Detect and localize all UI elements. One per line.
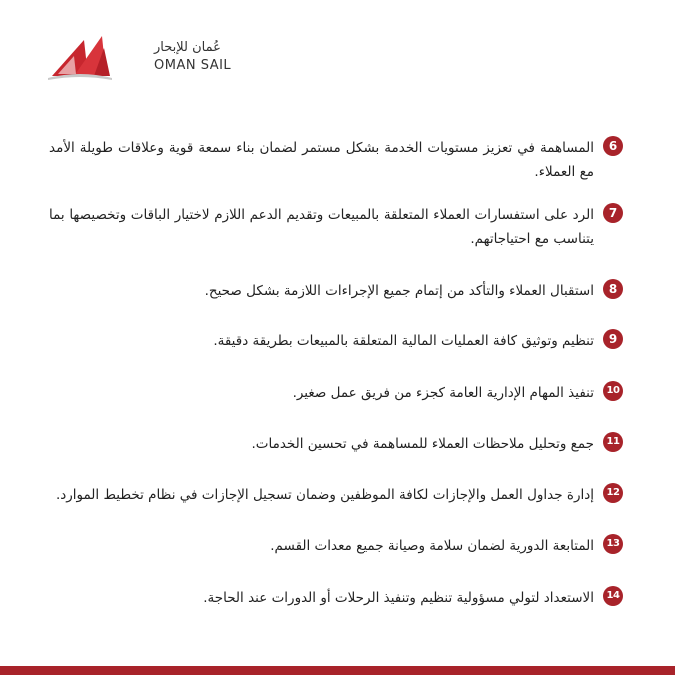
list-item bbox=[49, 586, 623, 610]
list-item bbox=[49, 203, 623, 251]
footer-accent-bar bbox=[0, 666, 675, 675]
item-number-badge: 8 bbox=[603, 279, 623, 299]
item-text: تنفيذ المهام الإدارية العامة كجزء من فريق عمل صغير. bbox=[292, 385, 594, 401]
list-item bbox=[49, 381, 623, 405]
item-number-badge: 9 bbox=[603, 329, 623, 349]
list-item bbox=[49, 534, 623, 558]
item-text: جمع وتحليل ملاحظات العملاء للمساهمة في تحسين الخدمات. bbox=[251, 436, 594, 452]
item-number-badge: 7 bbox=[603, 203, 623, 223]
item-text: تنظيم وتوثيق كافة العمليات المالية المتعلقة بالمبيعات بطريقة دقيقة. bbox=[213, 333, 594, 349]
item-number-badge: 11 bbox=[603, 432, 623, 452]
item-number-badge: 14 bbox=[603, 586, 623, 606]
list-item bbox=[49, 329, 623, 353]
item-text: الرد على استفسارات العملاء المتعلقة بالمبيعات وتقديم الدعم اللازم لاختيار الباقات وتخصيصها بما يتناسب مع احتياجاتهم. bbox=[49, 207, 594, 247]
list-item bbox=[49, 483, 623, 507]
item-text: إدارة جداول العمل والإجازات لكافة الموظفين وضمان تسجيل الإجازات في نظام تخطيط الموارد. bbox=[55, 487, 594, 503]
item-number-badge: 13 bbox=[603, 534, 623, 554]
item-number-badge: 6 bbox=[603, 136, 623, 156]
item-text: الاستعداد لتولي مسؤولية تنظيم وتنفيذ الرحلات أو الدورات عند الحاجة. bbox=[203, 590, 594, 606]
item-text: المتابعة الدورية لضمان سلامة وصيانة جميع معدات القسم. bbox=[270, 538, 594, 554]
list-item bbox=[49, 432, 623, 456]
item-text: استقبال العملاء والتأكد من إتمام جميع الإجراءات اللازمة بشكل صحيح. bbox=[204, 283, 594, 299]
list-item bbox=[49, 279, 623, 303]
item-number-badge: 10 bbox=[603, 381, 623, 401]
logo-arabic-name: عُمان للإبحار bbox=[154, 40, 221, 55]
item-text: المساهمة في تعزيز مستويات الخدمة بشكل مستمر لضمان بناء سمعة قوية وعلاقات طويلة الأمد مع العملاء. bbox=[49, 140, 594, 180]
list-item bbox=[49, 136, 623, 184]
logo-english-name: OMAN SAIL bbox=[154, 58, 232, 73]
item-number-badge: 12 bbox=[603, 483, 623, 503]
